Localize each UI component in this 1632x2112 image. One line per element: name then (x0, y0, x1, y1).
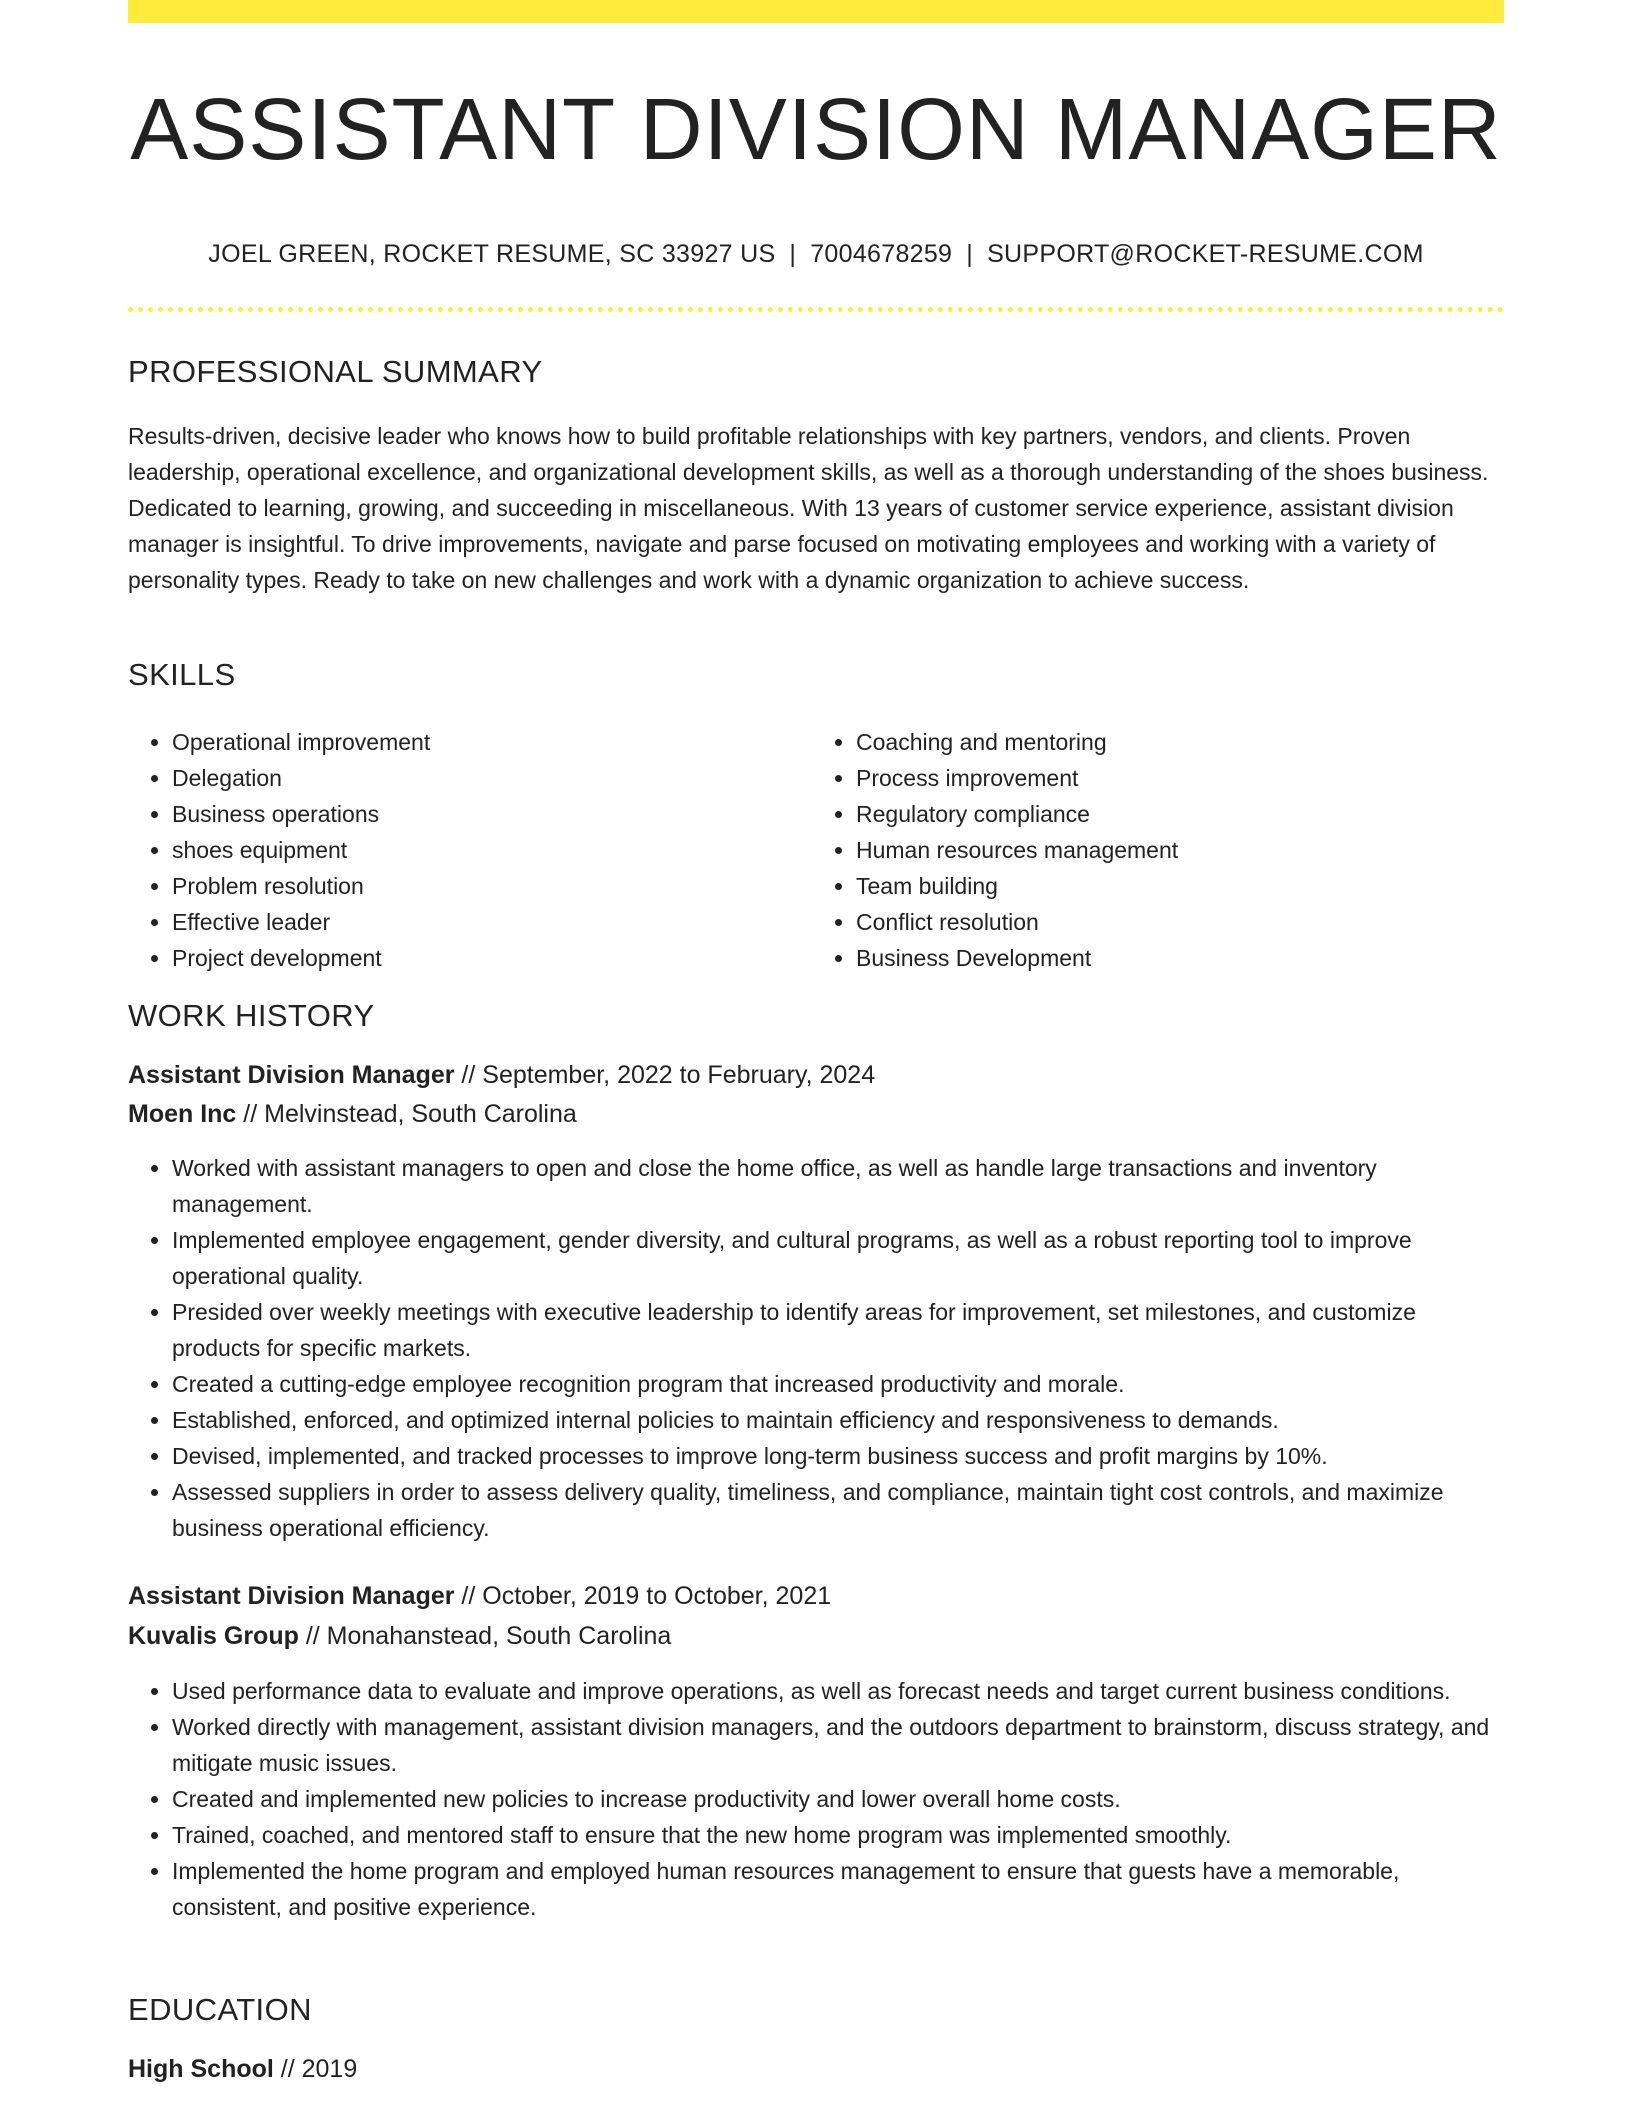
job-title-line (128, 1579, 831, 1613)
skills-heading: SKILLS (128, 657, 236, 692)
job-bullets (128, 1150, 1504, 1546)
skill-item: • Project development (172, 940, 806, 976)
education-heading: EDUCATION (128, 1992, 312, 2027)
dotted-divider (128, 307, 1504, 312)
work-history-heading: WORK HISTORY (128, 998, 375, 1033)
job-bullet: • Implemented employee engagement, gender diversity, and cultural programs, as well as a robust reporting tool to improve operational quality. (172, 1222, 1504, 1294)
contact-separator: | (966, 240, 974, 268)
job-bullet: • Worked with assistant managers to open and close the home office, as well as handle large transactions and inventory management. (172, 1150, 1504, 1222)
job-location: // Monahanstead, South Carolina (298, 1622, 672, 1650)
job-title: Assistant Division Manager (128, 1061, 455, 1089)
job-bullet: • Used performance data to evaluate and improve operations, as well as forecast needs and target current business conditions. (172, 1673, 1504, 1709)
skill-item: • Human resources management (856, 832, 1490, 868)
job-dates: // September, 2022 to February, 2024 (454, 1061, 876, 1089)
job-bullet: • Assessed suppliers in order to assess delivery quality, timeliness, and compliance, maintain tight cost controls, and maximize business operational efficiency. (172, 1474, 1504, 1546)
skill-item: • Team building (856, 868, 1490, 904)
job-title-line (128, 1058, 875, 1092)
job-company-line (128, 1619, 671, 1653)
education-degree: High School (128, 2055, 274, 2083)
job-company: Moen Inc (128, 1100, 237, 1128)
skill-item: • Coaching and mentoring (856, 724, 1490, 760)
skill-item: • Delegation (172, 760, 806, 796)
contact-phone: 7004678259 (810, 240, 953, 268)
skill-item: • Effective leader (172, 904, 806, 940)
contact-address: JOEL GREEN, ROCKET RESUME, SC 33927 US (208, 240, 776, 268)
job-bullets (128, 1673, 1504, 1925)
skill-item: • Business operations (172, 796, 806, 832)
job-dates: // October, 2019 to October, 2021 (454, 1582, 832, 1610)
education-line (128, 2052, 357, 2086)
page-title: ASSISTANT DIVISION MANAGER (130, 81, 1502, 178)
skill-item: • Operational improvement (172, 724, 806, 760)
accent-top-bar (128, 0, 1504, 23)
skills-column-right (806, 724, 1490, 976)
job-bullet: • Created a cutting-edge employee recognition program that increased productivity and morale. (172, 1366, 1504, 1402)
contact-email: SUPPORT@ROCKET-RESUME.COM (987, 240, 1424, 268)
job-title: Assistant Division Manager (128, 1582, 455, 1610)
education-year: // 2019 (273, 2055, 358, 2083)
job-location: // Melvinstead, South Carolina (236, 1100, 577, 1128)
skill-item: • Regulatory compliance (856, 796, 1490, 832)
job-company-line (128, 1097, 577, 1131)
job-bullet: • Devised, implemented, and tracked processes to improve long-term business success and profit margins by 10%. (172, 1438, 1504, 1474)
job-bullet: • Presided over weekly meetings with executive leadership to identify areas for improvement, set milestones, and customize products for specific markets. (172, 1294, 1504, 1366)
skill-item: • Process improvement (856, 760, 1490, 796)
summary-heading: PROFESSIONAL SUMMARY (128, 354, 543, 389)
skill-item: • Problem resolution (172, 868, 806, 904)
skill-item: • Conflict resolution (856, 904, 1490, 940)
job-bullet: • Worked directly with management, assistant division managers, and the outdoors department to brainstorm, discuss strategy, and mitigate music issues. (172, 1709, 1504, 1781)
contact-separator: | (789, 240, 797, 268)
job-bullet: • Created and implemented new policies to increase productivity and lower overall home costs. (172, 1781, 1504, 1817)
contact-line (128, 238, 1504, 270)
skill-item: • shoes equipment (172, 832, 806, 868)
summary-text: Results-driven, decisive leader who knows how to build profitable relationships with key partners, vendors, and clients. Proven leadership, operational excellence, and organizational development skills, as well as a thorough understanding of the shoes business. Dedicated to learning, growing, and succeeding in miscellaneous. With 13 years of customer service experience, assistant division manager is insightful. To drive improvements, navigate and parse focused on motivating employees and working with a variety of personality types. Ready to take on new challenges and work with a dynamic organization to achieve success. (128, 423, 1489, 593)
skill-item: • Business Development (856, 940, 1490, 976)
skills-column-left (128, 724, 806, 976)
skills-list (128, 724, 1504, 976)
job-company: Kuvalis Group (128, 1622, 299, 1650)
job-bullet: • Implemented the home program and employed human resources management to ensure that guests have a memorable, consistent, and positive experience. (172, 1853, 1504, 1925)
job-bullet: • Trained, coached, and mentored staff to ensure that the new home program was implemented smoothly. (172, 1817, 1504, 1853)
job-bullet: • Established, enforced, and optimized internal policies to maintain efficiency and responsiveness to demands. (172, 1402, 1504, 1438)
